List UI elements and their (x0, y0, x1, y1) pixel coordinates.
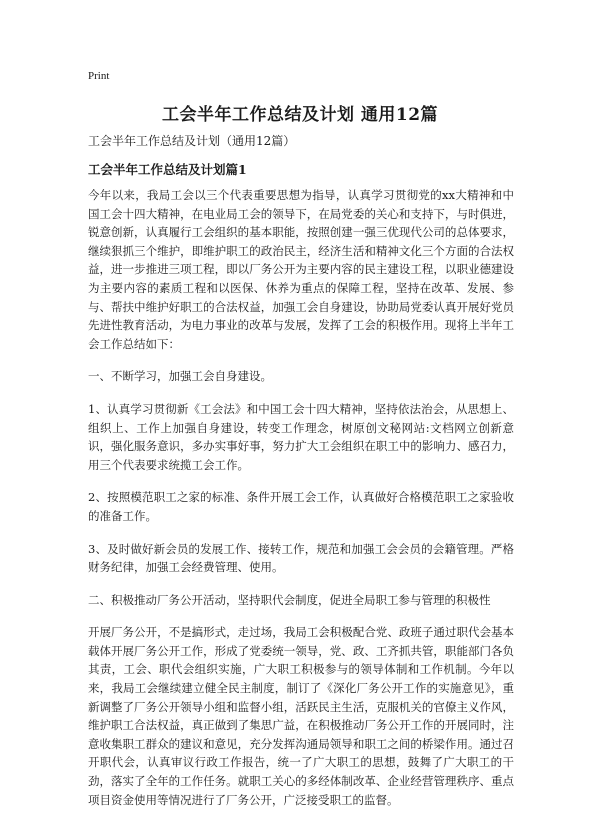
paragraph-heading-1: 一、不断学习，加强工会自身建设。 (88, 369, 272, 384)
section-heading: 工会半年工作总结及计划篇1 (88, 162, 247, 177)
document-body (88, 186, 514, 823)
paragraph-item-1: 1、认真学习贯彻新《工会法》和中国工会十四大精神，坚持依法治会，从思想上、组织上、工作上加强自身建设，转变工作理念，树原创文秘网站:文档网立创新意识，强化服务意识，多办实事好事，努力扩大工会组织在职工中的影响力、感召力，用三个代表要求统揽工会工作。 (88, 401, 514, 472)
print-label[interactable]: Print (88, 70, 110, 82)
document-subtitle: 工会半年工作总结及计划（通用12篇） (88, 134, 296, 148)
paragraph-body-2: 开展厂务公开，不是搞形式，走过场，我局工会积极配合党、政班子通过职代会基本载体开展厂务公开工作，形成了党委统一领导，党、政、工齐抓共管，职能部门各负其责，工会、职代会组织实施，广大职工积极参与的领导体制和工作机制。今年以来，我局工会继续建立健全民主制度，制订了《深化厂务公开工作的实施意见》，重新调整了厂务公开领导小组和监督小组，活跃民主生活，克服机关的官僚主义作风，维护职工合法权益，真正做到了集思广益，在积极推动厂务公开工作的开展同时，注意收集职工群众的建议和意见，充分发挥沟通局领导和职工之间的桥梁作用。通过召开职代会，认真审议行政工作报告，统一了广大职工的思想，鼓舞了广大职工的干劲，落实了全年的工作任务。就职工关心的多经体制改革、企业经营管理秩序、重点项目资金使用等情况进行了厂务公开，广泛接受职工的监督。 (88, 625, 514, 807)
document-title: 工会半年工作总结及计划 通用12篇 (161, 105, 439, 125)
paragraph-item-3: 3、及时做好新会员的发展工作、接转工作，规范和加强工会会员的会籍管理。严格财务纪律，加强工会经费管理、使用。 (88, 541, 514, 575)
paragraph-item-2: 2、按照模范职工之家的标准、条件开展工会工作，认真做好合格模范职工之家验收的准备工作。 (88, 490, 514, 523)
paragraph-intro: 今年以来，我局工会以三个代表重要思想为指导，认真学习贯彻党的xx大精神和中国工会十四大精神，在电业局工会的领导下，在局党委的关心和支持下，与时俱进，锐意创新，认真履行工会组织的基本职能，按照创建一强三优现代公司的总体要求，继续狠抓三个维护，即维护职工的政治民主，经济生活和精神文化三个方面的合法权益，进一步推进三项工程，即以厂务公开为主要内容的民主建设工程，以职业德建设为主要内容的素质工程和以医保、休养为重点的保障工程，坚持在改革、发展、参与、帮扶中维护好职工的合法权益，加强工会自身建设，协助局党委认真开展好党员先进性教育活动，为电力事业的改革与发展，发挥了工会的积极作用。现将上半年工会工作总结如下： (88, 188, 514, 351)
paragraph-heading-2: 二、积极推动厂务公开活动，坚持职代会制度，促进全局职工参与管理的积极性 (88, 592, 491, 607)
